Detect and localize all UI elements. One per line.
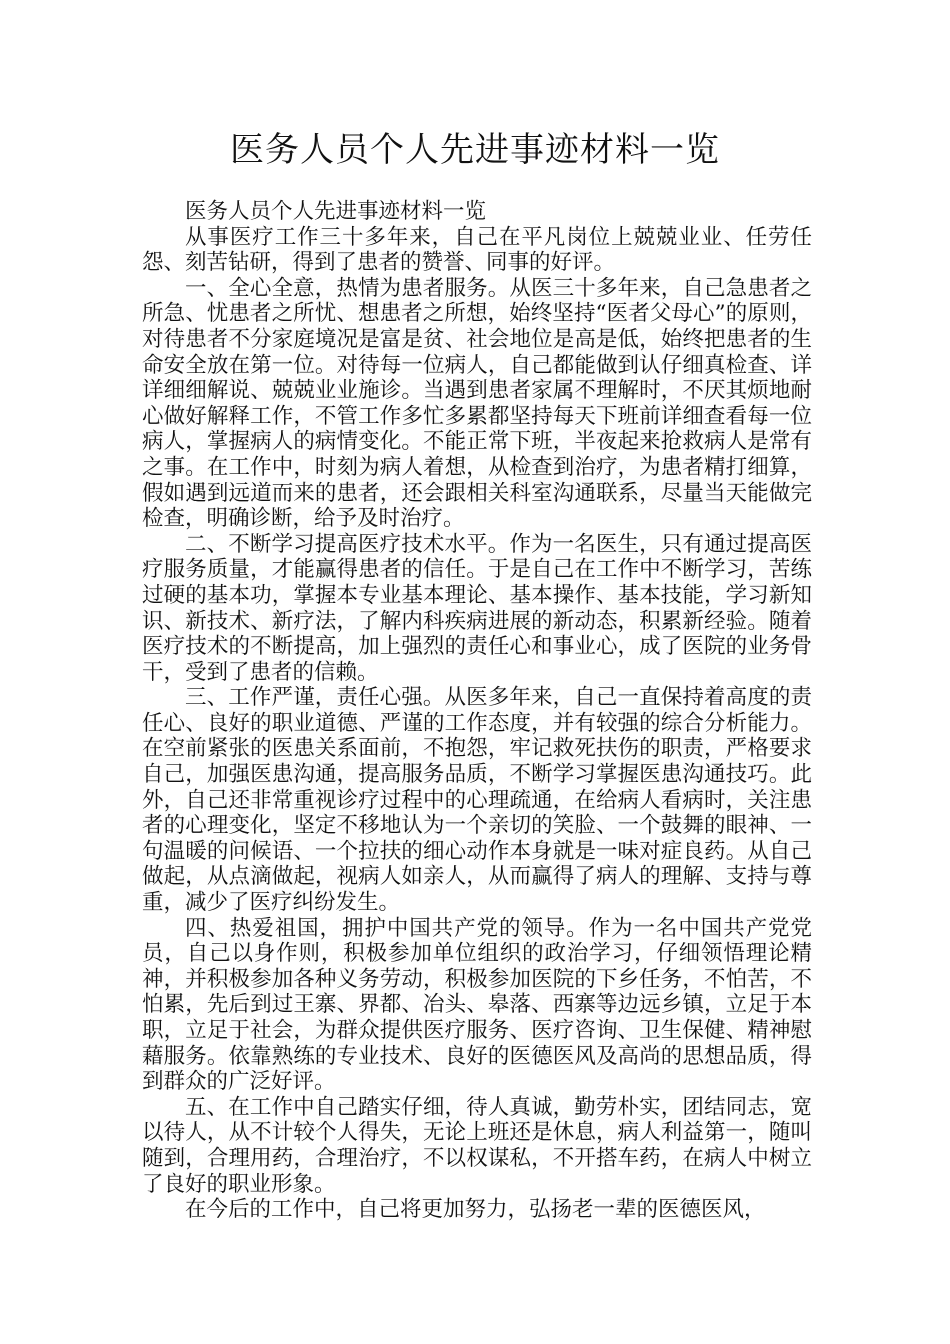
- paragraph-section-4: 四、热爱祖国，拥护中国共产党的领导。作为一名中国共产党党员，自己以身作则，积极参加单位组织的政治学习，仔细领悟理论精神，并积极参加各种义务劳动，积极参加医院的下乡任务，不怕苦，不怕累，先后到过王寨、界都、冶头、皋落、西寨等边远乡镇，立足于本职，立足于社会，为群众提供医疗服务、医疗咨询、卫生保健、精神慰藉服务。依靠熟练的专业技术、良好的医德医风及高尚的思想品质，得到群众的广泛好评。: [142, 915, 812, 1095]
- paragraph-section-1: 一、全心全意，热情为患者服务。从医三十多年来，自己急患者之所急、忧患者之所忧、想患者之所想，始终坚持“医者父母心”的原则，对待患者不分家庭境况是富是贫、社会地位是高是低，始终把患者的生命安全放在第一位。对待每一位病人，自己都能做到认仔细真检查、详详细细解说、兢兢业业施诊。当遇到患者家属不理解时，不厌其烦地耐心做好解释工作，不管工作多忙多累都坚持每天下班前详细查看每一位病人，掌握病人的病情变化。不能正常下班，半夜起来抢救病人是常有之事。在工作中，时刻为病人着想，从检查到治疗，为患者精打细算，假如遇到远道而来的患者，还会跟相关科室沟通联系，尽量当天能做完检查，明确诊断，给予及时治疗。: [142, 275, 812, 532]
- paragraph-intro: 从事医疗工作三十多年来，自己在平凡岗位上兢兢业业、任劳任怨、刻苦钻研，得到了患者的赞誉、同事的好评。: [142, 224, 812, 276]
- document-body: [142, 199, 812, 1223]
- paragraph-heading: 医务人员个人先进事迹材料一览: [185, 199, 487, 224]
- paragraph-section-5: 五、在工作中自己踏实仔细，待人真诚，勤劳朴实，团结同志，宽以待人，从不计较个人得失，无论上班还是休息，病人利益第一，随叫随到，合理用药，合理治疗，不以权谋私，不开搭车药，在病人中树立了良好的职业形象。: [142, 1094, 812, 1197]
- document-title: 医务人员个人先进事迹材料一览: [230, 130, 720, 170]
- paragraph-closing: 在今后的工作中，自己将更加努力，弘扬老一辈的医德医风，: [185, 1197, 766, 1223]
- paragraph-section-2: 二、不断学习提高医疗技术水平。作为一名医生，只有通过提高医疗服务质量，才能赢得患者的信任。于是自己在工作中不断学习，苦练过硬的基本功，掌握本专业基本理论、基本操作、基本技能，学习新知识、新技术、新疗法，了解内科疾病进展的新动态，积累新经验。随着医疗技术的不断提高，加上强烈的责任心和事业心，成了医院的业务骨干，受到了患者的信赖。: [142, 531, 812, 685]
- paragraph-section-3: 三、工作严谨，责任心强。从医多年来，自己一直保持着高度的责任心、良好的职业道德、严谨的工作态度，并有较强的综合分析能力。在空前紧张的医患关系面前，不抱怨，牢记救死扶伤的职责，严格要求自己，加强医患沟通，提高服务品质，不断学习掌握医患沟通技巧。此外，自己还非常重视诊疗过程中的心理疏通，在给病人看病时，关注患者的心理变化，坚定不移地认为一个亲切的笑脸、一个鼓舞的眼神、一句温暖的问候语、一个拉扶的细心动作本身就是一味对症良药。从自己做起，从点滴做起，视病人如亲人，从而赢得了病人的理解、支持与尊重，减少了医疗纠纷发生。: [142, 685, 812, 916]
